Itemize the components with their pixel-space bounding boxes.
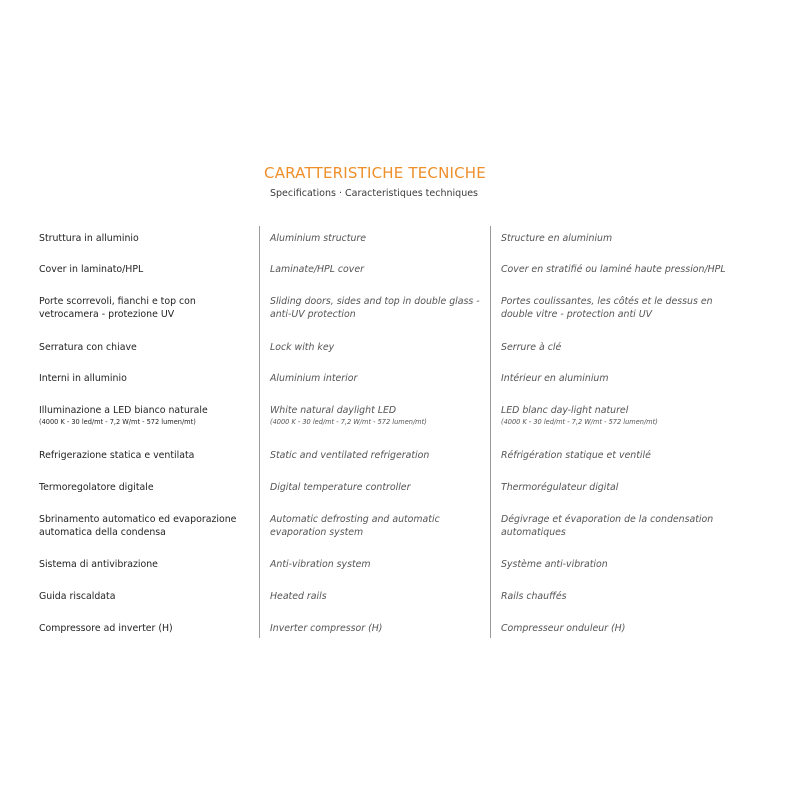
cell-french: Thermorégulateur digital [501, 482, 619, 493]
led-spec-note: (4000 K - 30 led/mt - 7,2 W/mt - 572 lumen/mt) [501, 418, 658, 426]
cell-english: Sliding doors, sides and top in double glass - anti-UV protection [270, 296, 480, 320]
cell-italian: Serratura con chiave [39, 342, 137, 353]
cell-french: Serrure à clé [501, 342, 562, 353]
page-title: CARATTERISTICHE TECNICHE [264, 164, 486, 182]
cell-italian: Guida riscaldata [39, 591, 116, 602]
cell-italian: Compressore ad inverter (H) [39, 623, 173, 634]
led-label: Illuminazione a LED bianco naturale [39, 405, 208, 416]
cell-french: Dégivrage et évaporation de la condensation automatiques [501, 514, 714, 538]
cell-english [270, 404, 488, 428]
cell-italian: Sbrinamento automatico ed evaporazione automatica della condensa [39, 514, 237, 538]
cell-french: Compresseur onduleur (H) [501, 623, 626, 634]
cell-french: Rails chauffés [501, 591, 567, 602]
led-spec-note: (4000 K - 30 led/mt - 7,2 W/mt - 572 lumen/mt) [270, 418, 427, 426]
cell-italian: Cover in laminato/HPL [39, 264, 144, 275]
cell-italian: Refrigerazione statica e ventilata [39, 450, 195, 461]
cell-italian: Interni in alluminio [39, 373, 127, 384]
led-label: White natural daylight LED [270, 405, 397, 416]
cell-italian: Porte scorrevoli, fianchi e top con vetrocamera - protezione UV [39, 296, 196, 320]
cell-italian: Termoregolatore digitale [39, 482, 154, 493]
cell-french: Intérieur en aluminium [501, 373, 609, 384]
cell-english: Automatic defrosting and automatic evaporation system [270, 514, 440, 538]
cell-english: Aluminium interior [270, 373, 358, 384]
page-subtitle: Specifications · Caracteristiques techniques [269, 188, 479, 199]
cell-english: Inverter compressor (H) [270, 623, 383, 634]
cell-italian: Struttura in alluminio [39, 233, 139, 244]
cell-french: Réfrigération statique et ventilé [501, 450, 651, 461]
cell-english: Laminate/HPL cover [270, 264, 364, 275]
cell-english: Anti-vibration system [270, 559, 371, 570]
led-spec-note: (4000 K - 30 led/mt - 7,2 W/mt - 572 lumen/mt) [39, 418, 196, 426]
led-label: LED blanc day-light naturel [501, 405, 629, 416]
cell-french [501, 404, 726, 428]
cell-italian [39, 404, 249, 428]
cell-french: Structure en aluminium [501, 233, 613, 244]
cell-english: Lock with key [270, 342, 335, 353]
cell-english: Heated rails [270, 591, 327, 602]
cell-english: Static and ventilated refrigeration [270, 450, 430, 461]
cell-french: Portes coulissantes, les côtés et le dessus en double vitre - protection anti UV [501, 296, 713, 320]
cell-english: Aluminium structure [270, 233, 367, 244]
column-divider-2 [490, 226, 491, 638]
cell-italian: Sistema di antivibrazione [39, 559, 158, 570]
column-divider-1 [259, 226, 260, 638]
cell-english: Digital temperature controller [270, 482, 411, 493]
cell-french: Système anti-vibration [501, 559, 608, 570]
cell-french: Cover en stratifié ou laminé haute pression/HPL [501, 264, 726, 275]
